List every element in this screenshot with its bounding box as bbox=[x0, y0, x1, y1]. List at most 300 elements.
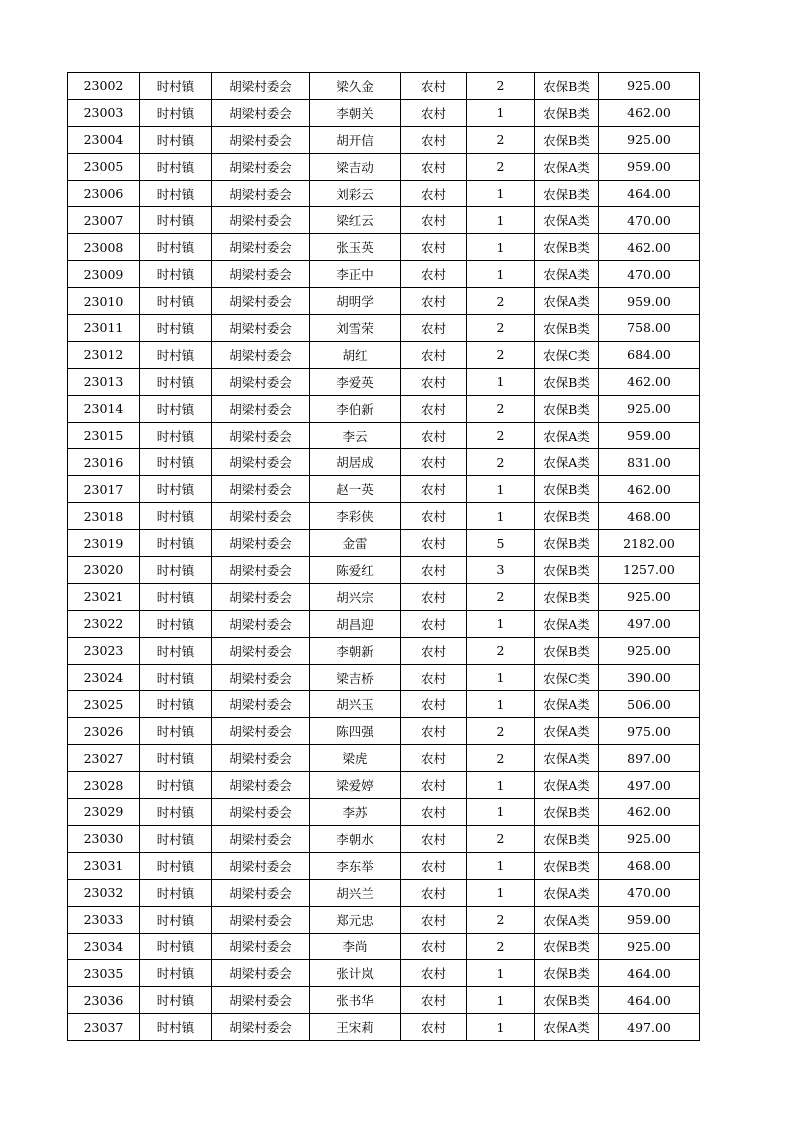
amount-cell: 464.00 bbox=[599, 987, 700, 1014]
amount-cell: 390.00 bbox=[599, 664, 700, 691]
town-cell: 时村镇 bbox=[140, 852, 212, 879]
area-type-cell: 农村 bbox=[401, 341, 467, 368]
insurance-category-cell: 农保B类 bbox=[535, 368, 599, 395]
area-type-cell: 农村 bbox=[401, 234, 467, 261]
village-committee-cell: 胡梁村委会 bbox=[212, 503, 310, 530]
area-type-cell: 农村 bbox=[401, 852, 467, 879]
record-id-cell: 23011 bbox=[68, 315, 140, 342]
town-cell: 时村镇 bbox=[140, 745, 212, 772]
town-cell: 时村镇 bbox=[140, 583, 212, 610]
household-count-cell: 2 bbox=[467, 315, 535, 342]
amount-cell: 925.00 bbox=[599, 637, 700, 664]
village-committee-cell: 胡梁村委会 bbox=[212, 126, 310, 153]
household-count-cell: 1 bbox=[467, 879, 535, 906]
town-cell: 时村镇 bbox=[140, 341, 212, 368]
area-type-cell: 农村 bbox=[401, 718, 467, 745]
area-type-cell: 农村 bbox=[401, 368, 467, 395]
insurance-category-cell: 农保B类 bbox=[535, 960, 599, 987]
table-row bbox=[68, 557, 700, 584]
town-cell: 时村镇 bbox=[140, 637, 212, 664]
household-count-cell: 2 bbox=[467, 933, 535, 960]
village-committee-cell: 胡梁村委会 bbox=[212, 530, 310, 557]
town-cell: 时村镇 bbox=[140, 503, 212, 530]
table-row bbox=[68, 610, 700, 637]
name-cell: 刘雪荣 bbox=[310, 315, 401, 342]
town-cell: 时村镇 bbox=[140, 449, 212, 476]
town-cell: 时村镇 bbox=[140, 772, 212, 799]
town-cell: 时村镇 bbox=[140, 126, 212, 153]
household-count-cell: 1 bbox=[467, 610, 535, 637]
village-committee-cell: 胡梁村委会 bbox=[212, 99, 310, 126]
name-cell: 李朝新 bbox=[310, 637, 401, 664]
village-committee-cell: 胡梁村委会 bbox=[212, 261, 310, 288]
record-id-cell: 23015 bbox=[68, 422, 140, 449]
village-committee-cell: 胡梁村委会 bbox=[212, 422, 310, 449]
area-type-cell: 农村 bbox=[401, 288, 467, 315]
insurance-category-cell: 农保B类 bbox=[535, 234, 599, 261]
insurance-category-cell: 农保A类 bbox=[535, 610, 599, 637]
insurance-category-cell: 农保A类 bbox=[535, 879, 599, 906]
table-row bbox=[68, 745, 700, 772]
town-cell: 时村镇 bbox=[140, 825, 212, 852]
town-cell: 时村镇 bbox=[140, 879, 212, 906]
name-cell: 李彩侠 bbox=[310, 503, 401, 530]
household-count-cell: 1 bbox=[467, 960, 535, 987]
household-count-cell: 2 bbox=[467, 906, 535, 933]
table-row bbox=[68, 933, 700, 960]
area-type-cell: 农村 bbox=[401, 691, 467, 718]
record-id-cell: 23019 bbox=[68, 530, 140, 557]
area-type-cell: 农村 bbox=[401, 583, 467, 610]
table-row bbox=[68, 288, 700, 315]
household-count-cell: 2 bbox=[467, 583, 535, 610]
name-cell: 梁吉桥 bbox=[310, 664, 401, 691]
insurance-category-cell: 农保B类 bbox=[535, 933, 599, 960]
household-count-cell: 1 bbox=[467, 691, 535, 718]
insurance-category-cell: 农保B类 bbox=[535, 637, 599, 664]
name-cell: 胡明学 bbox=[310, 288, 401, 315]
record-id-cell: 23031 bbox=[68, 852, 140, 879]
name-cell: 金雷 bbox=[310, 530, 401, 557]
area-type-cell: 农村 bbox=[401, 664, 467, 691]
village-committee-cell: 胡梁村委会 bbox=[212, 987, 310, 1014]
village-committee-cell: 胡梁村委会 bbox=[212, 207, 310, 234]
town-cell: 时村镇 bbox=[140, 422, 212, 449]
table-row bbox=[68, 395, 700, 422]
household-count-cell: 2 bbox=[467, 395, 535, 422]
village-committee-cell: 胡梁村委会 bbox=[212, 772, 310, 799]
table-row bbox=[68, 261, 700, 288]
village-committee-cell: 胡梁村委会 bbox=[212, 557, 310, 584]
name-cell: 李伯新 bbox=[310, 395, 401, 422]
name-cell: 郑元忠 bbox=[310, 906, 401, 933]
insurance-category-cell: 农保B类 bbox=[535, 825, 599, 852]
amount-cell: 470.00 bbox=[599, 879, 700, 906]
record-table bbox=[67, 72, 700, 1041]
town-cell: 时村镇 bbox=[140, 395, 212, 422]
insurance-category-cell: 农保B类 bbox=[535, 476, 599, 503]
insurance-category-cell: 农保B类 bbox=[535, 126, 599, 153]
insurance-category-cell: 农保B类 bbox=[535, 395, 599, 422]
village-committee-cell: 胡梁村委会 bbox=[212, 906, 310, 933]
village-committee-cell: 胡梁村委会 bbox=[212, 315, 310, 342]
area-type-cell: 农村 bbox=[401, 261, 467, 288]
village-committee-cell: 胡梁村委会 bbox=[212, 718, 310, 745]
area-type-cell: 农村 bbox=[401, 745, 467, 772]
household-count-cell: 2 bbox=[467, 153, 535, 180]
table-row bbox=[68, 153, 700, 180]
insurance-category-cell: 农保B类 bbox=[535, 73, 599, 100]
record-id-cell: 23029 bbox=[68, 799, 140, 826]
village-committee-cell: 胡梁村委会 bbox=[212, 664, 310, 691]
record-id-cell: 23030 bbox=[68, 825, 140, 852]
record-id-cell: 23009 bbox=[68, 261, 140, 288]
table-row bbox=[68, 637, 700, 664]
table-row bbox=[68, 73, 700, 100]
village-committee-cell: 胡梁村委会 bbox=[212, 449, 310, 476]
household-count-cell: 2 bbox=[467, 422, 535, 449]
amount-cell: 462.00 bbox=[599, 799, 700, 826]
insurance-category-cell: 农保B类 bbox=[535, 503, 599, 530]
insurance-category-cell: 农保B类 bbox=[535, 530, 599, 557]
name-cell: 张计岚 bbox=[310, 960, 401, 987]
insurance-category-cell: 农保A类 bbox=[535, 422, 599, 449]
record-id-cell: 23020 bbox=[68, 557, 140, 584]
record-id-cell: 23035 bbox=[68, 960, 140, 987]
insurance-category-cell: 农保A类 bbox=[535, 1014, 599, 1041]
table-row bbox=[68, 987, 700, 1014]
town-cell: 时村镇 bbox=[140, 799, 212, 826]
record-id-cell: 23037 bbox=[68, 1014, 140, 1041]
household-count-cell: 1 bbox=[467, 99, 535, 126]
amount-cell: 925.00 bbox=[599, 933, 700, 960]
table-row bbox=[68, 126, 700, 153]
name-cell: 梁红云 bbox=[310, 207, 401, 234]
amount-cell: 925.00 bbox=[599, 126, 700, 153]
record-id-cell: 23010 bbox=[68, 288, 140, 315]
area-type-cell: 农村 bbox=[401, 906, 467, 933]
insurance-category-cell: 农保B类 bbox=[535, 180, 599, 207]
area-type-cell: 农村 bbox=[401, 153, 467, 180]
area-type-cell: 农村 bbox=[401, 799, 467, 826]
amount-cell: 470.00 bbox=[599, 261, 700, 288]
amount-cell: 497.00 bbox=[599, 610, 700, 637]
amount-cell: 925.00 bbox=[599, 395, 700, 422]
amount-cell: 925.00 bbox=[599, 583, 700, 610]
record-id-cell: 23022 bbox=[68, 610, 140, 637]
record-id-cell: 23032 bbox=[68, 879, 140, 906]
insurance-category-cell: 农保B类 bbox=[535, 315, 599, 342]
table-row bbox=[68, 772, 700, 799]
record-id-cell: 23025 bbox=[68, 691, 140, 718]
insurance-category-cell: 农保C类 bbox=[535, 341, 599, 368]
area-type-cell: 农村 bbox=[401, 879, 467, 906]
table-row bbox=[68, 852, 700, 879]
town-cell: 时村镇 bbox=[140, 664, 212, 691]
area-type-cell: 农村 bbox=[401, 503, 467, 530]
village-committee-cell: 胡梁村委会 bbox=[212, 825, 310, 852]
household-count-cell: 2 bbox=[467, 288, 535, 315]
household-count-cell: 1 bbox=[467, 207, 535, 234]
amount-cell: 1257.00 bbox=[599, 557, 700, 584]
name-cell: 梁爱婷 bbox=[310, 772, 401, 799]
area-type-cell: 农村 bbox=[401, 933, 467, 960]
household-count-cell: 1 bbox=[467, 503, 535, 530]
town-cell: 时村镇 bbox=[140, 530, 212, 557]
household-count-cell: 1 bbox=[467, 180, 535, 207]
area-type-cell: 农村 bbox=[401, 315, 467, 342]
record-id-cell: 23005 bbox=[68, 153, 140, 180]
town-cell: 时村镇 bbox=[140, 153, 212, 180]
amount-cell: 925.00 bbox=[599, 825, 700, 852]
insurance-category-cell: 农保A类 bbox=[535, 261, 599, 288]
name-cell: 李正中 bbox=[310, 261, 401, 288]
name-cell: 刘彩云 bbox=[310, 180, 401, 207]
table-row bbox=[68, 476, 700, 503]
amount-cell: 959.00 bbox=[599, 288, 700, 315]
area-type-cell: 农村 bbox=[401, 99, 467, 126]
village-committee-cell: 胡梁村委会 bbox=[212, 745, 310, 772]
town-cell: 时村镇 bbox=[140, 180, 212, 207]
name-cell: 陈四强 bbox=[310, 718, 401, 745]
table-row bbox=[68, 691, 700, 718]
town-cell: 时村镇 bbox=[140, 906, 212, 933]
table-row bbox=[68, 583, 700, 610]
town-cell: 时村镇 bbox=[140, 234, 212, 261]
table-row bbox=[68, 530, 700, 557]
town-cell: 时村镇 bbox=[140, 261, 212, 288]
name-cell: 陈爱红 bbox=[310, 557, 401, 584]
household-count-cell: 1 bbox=[467, 1014, 535, 1041]
record-id-cell: 23017 bbox=[68, 476, 140, 503]
village-committee-cell: 胡梁村委会 bbox=[212, 73, 310, 100]
table-row bbox=[68, 234, 700, 261]
record-id-cell: 23018 bbox=[68, 503, 140, 530]
village-committee-cell: 胡梁村委会 bbox=[212, 799, 310, 826]
insurance-category-cell: 农保A类 bbox=[535, 906, 599, 933]
amount-cell: 925.00 bbox=[599, 73, 700, 100]
area-type-cell: 农村 bbox=[401, 637, 467, 664]
name-cell: 李朝水 bbox=[310, 825, 401, 852]
table-row bbox=[68, 315, 700, 342]
town-cell: 时村镇 bbox=[140, 718, 212, 745]
area-type-cell: 农村 bbox=[401, 987, 467, 1014]
household-count-cell: 1 bbox=[467, 664, 535, 691]
household-count-cell: 2 bbox=[467, 73, 535, 100]
area-type-cell: 农村 bbox=[401, 772, 467, 799]
table-row bbox=[68, 799, 700, 826]
area-type-cell: 农村 bbox=[401, 422, 467, 449]
table-row bbox=[68, 503, 700, 530]
record-id-cell: 23026 bbox=[68, 718, 140, 745]
area-type-cell: 农村 bbox=[401, 449, 467, 476]
record-id-cell: 23024 bbox=[68, 664, 140, 691]
insurance-category-cell: 农保A类 bbox=[535, 288, 599, 315]
area-type-cell: 农村 bbox=[401, 557, 467, 584]
record-id-cell: 23014 bbox=[68, 395, 140, 422]
record-id-cell: 23021 bbox=[68, 583, 140, 610]
village-committee-cell: 胡梁村委会 bbox=[212, 180, 310, 207]
record-id-cell: 23003 bbox=[68, 99, 140, 126]
name-cell: 梁吉动 bbox=[310, 153, 401, 180]
name-cell: 李爱英 bbox=[310, 368, 401, 395]
household-count-cell: 2 bbox=[467, 745, 535, 772]
area-type-cell: 农村 bbox=[401, 610, 467, 637]
amount-cell: 497.00 bbox=[599, 1014, 700, 1041]
town-cell: 时村镇 bbox=[140, 73, 212, 100]
town-cell: 时村镇 bbox=[140, 288, 212, 315]
town-cell: 时村镇 bbox=[140, 933, 212, 960]
household-count-cell: 1 bbox=[467, 772, 535, 799]
area-type-cell: 农村 bbox=[401, 530, 467, 557]
village-committee-cell: 胡梁村委会 bbox=[212, 637, 310, 664]
name-cell: 胡开信 bbox=[310, 126, 401, 153]
table-row bbox=[68, 449, 700, 476]
name-cell: 胡居成 bbox=[310, 449, 401, 476]
name-cell: 梁久金 bbox=[310, 73, 401, 100]
town-cell: 时村镇 bbox=[140, 99, 212, 126]
name-cell: 李云 bbox=[310, 422, 401, 449]
table-row bbox=[68, 207, 700, 234]
household-count-cell: 1 bbox=[467, 368, 535, 395]
household-count-cell: 1 bbox=[467, 476, 535, 503]
household-count-cell: 3 bbox=[467, 557, 535, 584]
record-id-cell: 23007 bbox=[68, 207, 140, 234]
record-id-cell: 23016 bbox=[68, 449, 140, 476]
amount-cell: 897.00 bbox=[599, 745, 700, 772]
amount-cell: 831.00 bbox=[599, 449, 700, 476]
household-count-cell: 2 bbox=[467, 637, 535, 664]
table-row bbox=[68, 422, 700, 449]
name-cell: 赵一英 bbox=[310, 476, 401, 503]
name-cell: 王宋莉 bbox=[310, 1014, 401, 1041]
table-row bbox=[68, 368, 700, 395]
record-id-cell: 23002 bbox=[68, 73, 140, 100]
amount-cell: 506.00 bbox=[599, 691, 700, 718]
town-cell: 时村镇 bbox=[140, 610, 212, 637]
amount-cell: 468.00 bbox=[599, 503, 700, 530]
table-row bbox=[68, 960, 700, 987]
area-type-cell: 农村 bbox=[401, 73, 467, 100]
town-cell: 时村镇 bbox=[140, 315, 212, 342]
name-cell: 李朝关 bbox=[310, 99, 401, 126]
record-id-cell: 23034 bbox=[68, 933, 140, 960]
amount-cell: 462.00 bbox=[599, 234, 700, 261]
area-type-cell: 农村 bbox=[401, 395, 467, 422]
amount-cell: 462.00 bbox=[599, 368, 700, 395]
insurance-category-cell: 农保A类 bbox=[535, 772, 599, 799]
name-cell: 梁虎 bbox=[310, 745, 401, 772]
table-row bbox=[68, 825, 700, 852]
table-row bbox=[68, 664, 700, 691]
area-type-cell: 农村 bbox=[401, 476, 467, 503]
household-count-cell: 2 bbox=[467, 126, 535, 153]
insurance-category-cell: 农保B类 bbox=[535, 557, 599, 584]
table-row bbox=[68, 99, 700, 126]
household-count-cell: 2 bbox=[467, 341, 535, 368]
area-type-cell: 农村 bbox=[401, 207, 467, 234]
amount-cell: 2182.00 bbox=[599, 530, 700, 557]
table-row bbox=[68, 341, 700, 368]
insurance-category-cell: 农保A类 bbox=[535, 745, 599, 772]
amount-cell: 462.00 bbox=[599, 99, 700, 126]
amount-cell: 497.00 bbox=[599, 772, 700, 799]
village-committee-cell: 胡梁村委会 bbox=[212, 153, 310, 180]
record-id-cell: 23033 bbox=[68, 906, 140, 933]
town-cell: 时村镇 bbox=[140, 691, 212, 718]
name-cell: 李尚 bbox=[310, 933, 401, 960]
area-type-cell: 农村 bbox=[401, 960, 467, 987]
village-committee-cell: 胡梁村委会 bbox=[212, 933, 310, 960]
record-id-cell: 23008 bbox=[68, 234, 140, 261]
insurance-category-cell: 农保A类 bbox=[535, 153, 599, 180]
amount-cell: 468.00 bbox=[599, 852, 700, 879]
town-cell: 时村镇 bbox=[140, 368, 212, 395]
insurance-category-cell: 农保A类 bbox=[535, 207, 599, 234]
town-cell: 时村镇 bbox=[140, 476, 212, 503]
household-count-cell: 2 bbox=[467, 825, 535, 852]
name-cell: 张书华 bbox=[310, 987, 401, 1014]
amount-cell: 959.00 bbox=[599, 422, 700, 449]
household-count-cell: 1 bbox=[467, 234, 535, 261]
amount-cell: 464.00 bbox=[599, 960, 700, 987]
name-cell: 胡兴兰 bbox=[310, 879, 401, 906]
village-committee-cell: 胡梁村委会 bbox=[212, 960, 310, 987]
household-count-cell: 1 bbox=[467, 261, 535, 288]
amount-cell: 464.00 bbox=[599, 180, 700, 207]
amount-cell: 975.00 bbox=[599, 718, 700, 745]
village-committee-cell: 胡梁村委会 bbox=[212, 610, 310, 637]
insurance-category-cell: 农保A类 bbox=[535, 718, 599, 745]
record-id-cell: 23036 bbox=[68, 987, 140, 1014]
household-count-cell: 1 bbox=[467, 799, 535, 826]
name-cell: 张玉英 bbox=[310, 234, 401, 261]
village-committee-cell: 胡梁村委会 bbox=[212, 476, 310, 503]
area-type-cell: 农村 bbox=[401, 180, 467, 207]
name-cell: 李东举 bbox=[310, 852, 401, 879]
table-body bbox=[68, 73, 700, 1041]
amount-cell: 959.00 bbox=[599, 906, 700, 933]
name-cell: 胡兴玉 bbox=[310, 691, 401, 718]
name-cell: 李苏 bbox=[310, 799, 401, 826]
village-committee-cell: 胡梁村委会 bbox=[212, 288, 310, 315]
village-committee-cell: 胡梁村委会 bbox=[212, 583, 310, 610]
amount-cell: 470.00 bbox=[599, 207, 700, 234]
village-committee-cell: 胡梁村委会 bbox=[212, 395, 310, 422]
amount-cell: 462.00 bbox=[599, 476, 700, 503]
record-id-cell: 23023 bbox=[68, 637, 140, 664]
village-committee-cell: 胡梁村委会 bbox=[212, 691, 310, 718]
name-cell: 胡红 bbox=[310, 341, 401, 368]
village-committee-cell: 胡梁村委会 bbox=[212, 341, 310, 368]
village-committee-cell: 胡梁村委会 bbox=[212, 234, 310, 261]
household-count-cell: 1 bbox=[467, 987, 535, 1014]
town-cell: 时村镇 bbox=[140, 207, 212, 234]
amount-cell: 758.00 bbox=[599, 315, 700, 342]
household-count-cell: 2 bbox=[467, 449, 535, 476]
household-count-cell: 2 bbox=[467, 718, 535, 745]
village-committee-cell: 胡梁村委会 bbox=[212, 1014, 310, 1041]
insurance-category-cell: 农保B类 bbox=[535, 99, 599, 126]
insurance-category-cell: 农保A类 bbox=[535, 449, 599, 476]
town-cell: 时村镇 bbox=[140, 1014, 212, 1041]
name-cell: 胡兴宗 bbox=[310, 583, 401, 610]
insurance-category-cell: 农保B类 bbox=[535, 852, 599, 879]
name-cell: 胡昌迎 bbox=[310, 610, 401, 637]
table-row bbox=[68, 180, 700, 207]
record-id-cell: 23027 bbox=[68, 745, 140, 772]
area-type-cell: 农村 bbox=[401, 1014, 467, 1041]
